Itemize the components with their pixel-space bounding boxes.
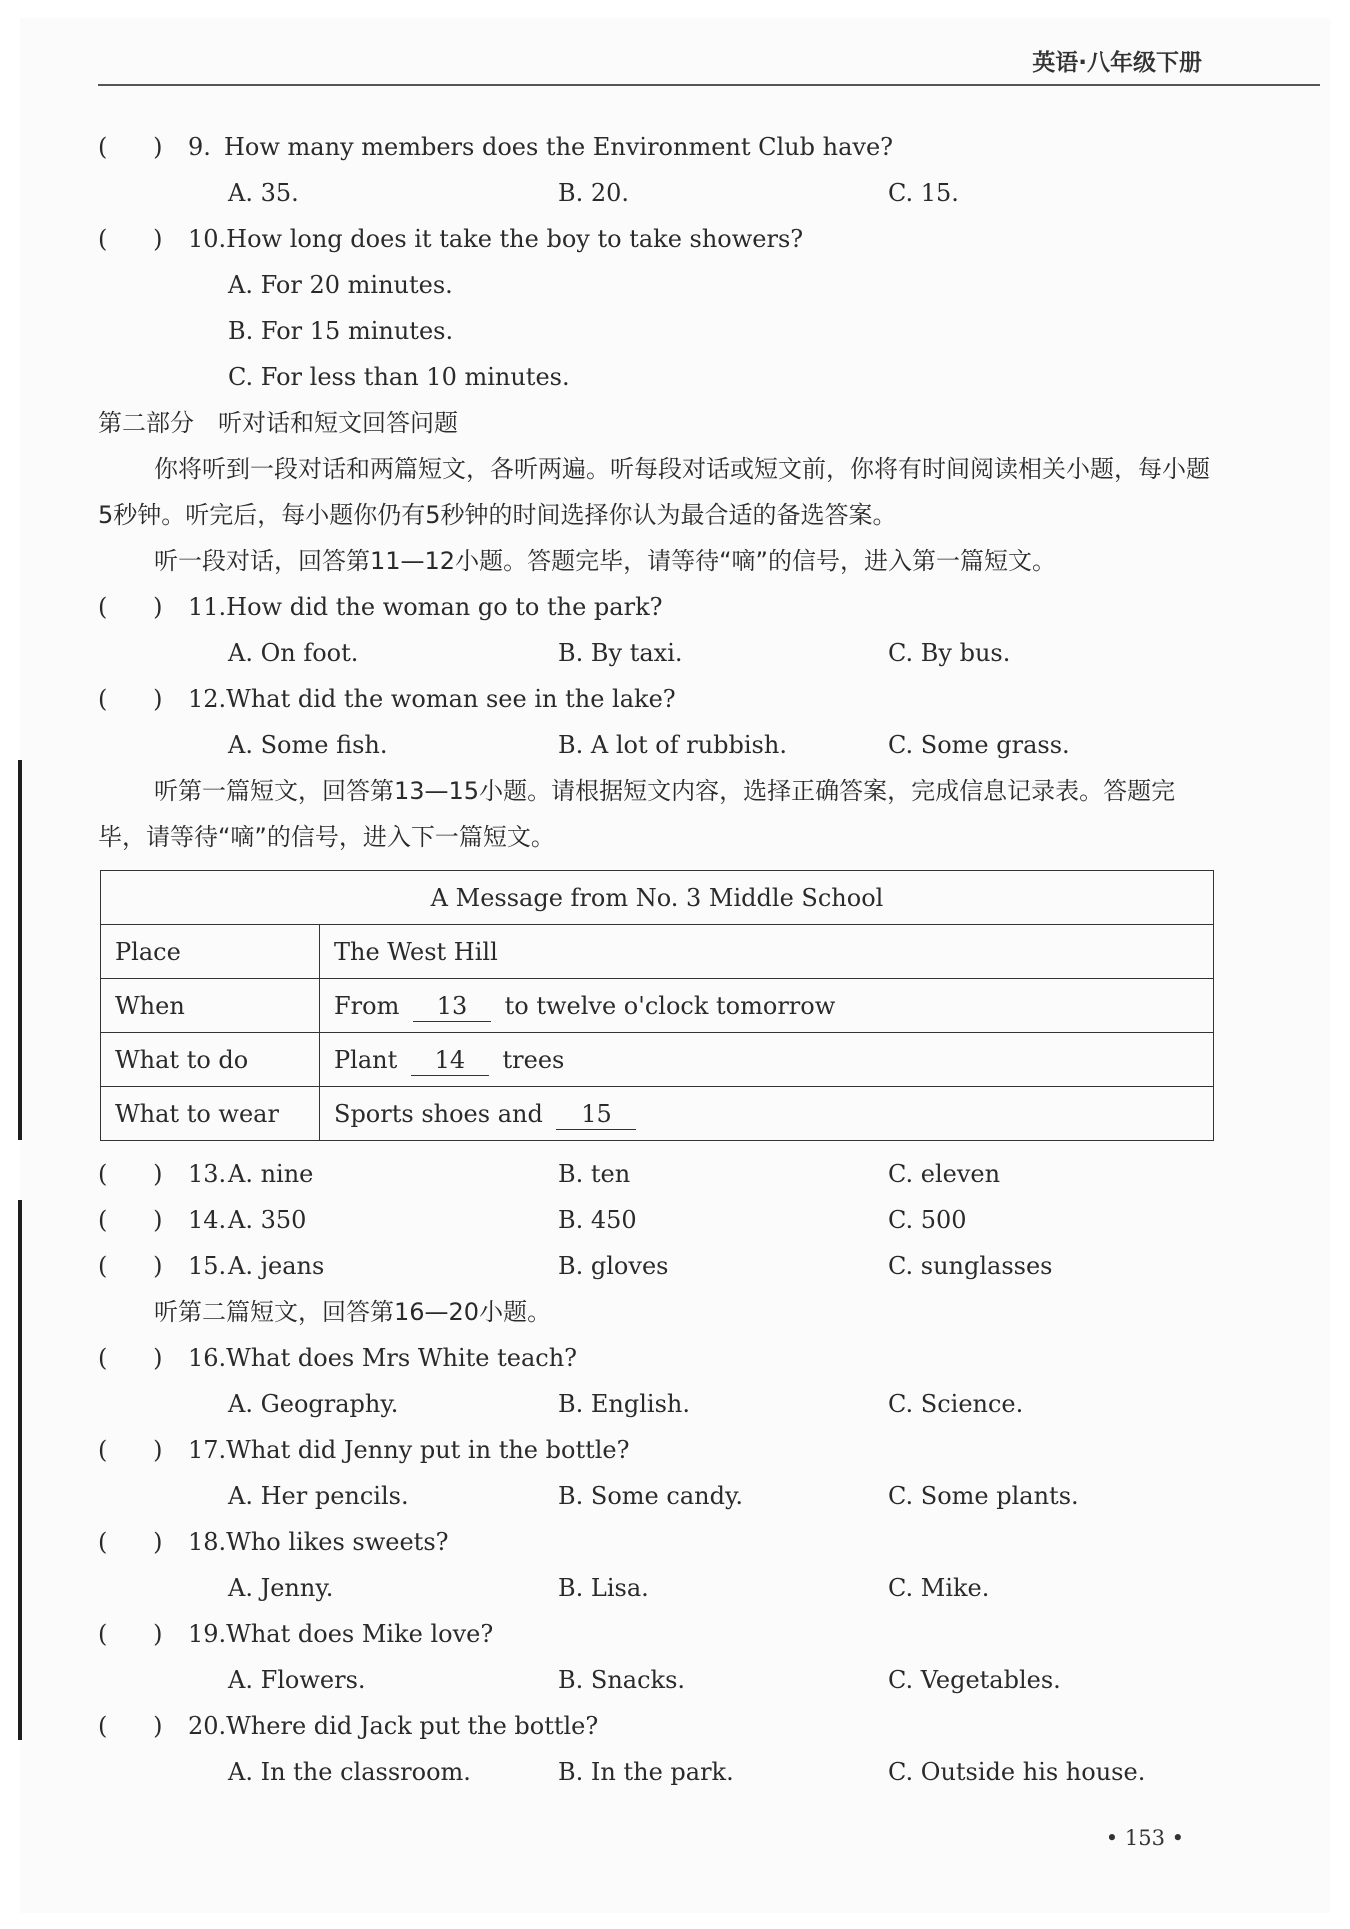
question-number: 9. xyxy=(188,133,211,161)
row-text: to twelve o'clock tomorrow xyxy=(504,991,836,1020)
question-17 xyxy=(98,1427,1218,1473)
option-c: C. 500 xyxy=(888,1206,967,1234)
options-16 xyxy=(98,1381,1218,1427)
question-number: 13. xyxy=(188,1160,227,1188)
question-20 xyxy=(98,1703,1218,1749)
question-number: 14. xyxy=(188,1206,227,1234)
option-c: C. Some plants. xyxy=(888,1482,1079,1510)
row-text: The West Hill xyxy=(334,937,498,966)
section-intro: 你将听到一段对话和两篇短文，各听两遍。听每段对话或短文前，你将有时间阅读相关小题，每小题5秒钟。听完后，每小题你仍有5秒钟的时间选择你认为最合适的备选答案。 xyxy=(98,455,1210,529)
answer-blank[interactable]: ( ) xyxy=(98,1252,163,1280)
options-18 xyxy=(98,1565,1218,1611)
question-15 xyxy=(98,1243,1218,1289)
option-b: B. Snacks. xyxy=(558,1666,686,1694)
question-text: What did Jenny put in the bottle? xyxy=(226,1436,630,1464)
option-b: B. Some candy. xyxy=(558,1482,743,1510)
scan-edge-mark xyxy=(18,1200,22,1740)
option-c: C. 15. xyxy=(888,179,959,207)
answer-blank[interactable]: ( ) xyxy=(98,593,163,621)
scan-edge-mark xyxy=(18,760,22,1140)
answer-blank[interactable]: ( ) xyxy=(98,1712,163,1740)
row-label: When xyxy=(101,979,320,1033)
question-text: How long does it take the boy to take showers? xyxy=(226,225,804,253)
option-c: C. By bus. xyxy=(888,639,1011,667)
option-b: B. ten xyxy=(558,1160,631,1188)
content xyxy=(98,124,1218,1795)
table-row xyxy=(101,925,1214,979)
row-text: Plant xyxy=(334,1045,398,1074)
option-a: A. Geography. xyxy=(228,1390,399,1418)
option-a: A. Some fish. xyxy=(228,731,388,759)
answer-blank[interactable]: ( ) xyxy=(98,133,163,161)
option-b: B. 450 xyxy=(558,1206,637,1234)
option-a: A. Flowers. xyxy=(228,1666,366,1694)
question-13 xyxy=(98,1151,1218,1197)
row-text: Sports shoes and xyxy=(334,1099,543,1128)
option-a: A. nine xyxy=(228,1160,314,1188)
question-number: 11. xyxy=(188,593,227,621)
question-19 xyxy=(98,1611,1218,1657)
option-c: C. Vegetables. xyxy=(888,1666,1061,1694)
question-number: 16. xyxy=(188,1344,227,1372)
question-12 xyxy=(98,676,1218,722)
row-label: What to do xyxy=(101,1033,320,1087)
option-a: A. 35. xyxy=(228,179,299,207)
option-c: C. For less than 10 minutes. xyxy=(228,363,570,391)
question-10 xyxy=(98,216,1218,262)
table-title: A Message from No. 3 Middle School xyxy=(101,871,1214,925)
question-text: What does Mike love? xyxy=(226,1620,494,1648)
row-text: trees xyxy=(502,1045,565,1074)
question-16 xyxy=(98,1335,1218,1381)
option-a: A. Jenny. xyxy=(228,1574,334,1602)
header-title: 英语·八年级下册 xyxy=(1032,50,1202,76)
option-c: C. Outside his house. xyxy=(888,1758,1146,1786)
question-18 xyxy=(98,1519,1218,1565)
option-c: C. Mike. xyxy=(888,1574,990,1602)
question-number: 19. xyxy=(188,1620,227,1648)
question-9 xyxy=(98,124,1218,170)
option-b: B. 20. xyxy=(558,179,630,207)
option-b: B. In the park. xyxy=(558,1758,734,1786)
row-value xyxy=(320,1087,1214,1141)
question-number: 12. xyxy=(188,685,227,713)
row-label: Place xyxy=(101,925,320,979)
answer-blank[interactable]: ( ) xyxy=(98,1160,163,1188)
option-c: C. eleven xyxy=(888,1160,1001,1188)
question-number: 20. xyxy=(188,1712,227,1740)
table-row xyxy=(101,979,1214,1033)
options-12 xyxy=(98,722,1218,768)
option-c: C. Science. xyxy=(888,1390,1024,1418)
option-b: B. Lisa. xyxy=(558,1574,649,1602)
option-b: B. For 15 minutes. xyxy=(228,317,454,345)
option-a: A. On foot. xyxy=(228,639,359,667)
fill-blank-15[interactable]: 15 xyxy=(556,1099,636,1130)
option-b: B. English. xyxy=(558,1390,690,1418)
question-text: What does Mrs White teach? xyxy=(226,1344,578,1372)
options-20 xyxy=(98,1749,1218,1795)
question-text: What did the woman see in the lake? xyxy=(226,685,676,713)
header-rule xyxy=(98,84,1320,86)
answer-blank[interactable]: ( ) xyxy=(98,1344,163,1372)
answer-blank[interactable]: ( ) xyxy=(98,685,163,713)
question-number: 10. xyxy=(188,225,227,253)
passage1-instruction: 听第一篇短文，回答第13—15小题。请根据短文内容，选择正确答案，完成信息记录表。答题完毕，请等待“嘀”的信号，进入下一篇短文。 xyxy=(98,777,1176,851)
option-b: B. gloves xyxy=(558,1252,669,1280)
answer-blank[interactable]: ( ) xyxy=(98,225,163,253)
options-17 xyxy=(98,1473,1218,1519)
option-a: A. 350 xyxy=(228,1206,307,1234)
question-text: Where did Jack put the bottle? xyxy=(226,1712,599,1740)
row-label: What to wear xyxy=(101,1087,320,1141)
fill-blank-14[interactable]: 14 xyxy=(411,1045,489,1076)
row-value xyxy=(320,1033,1214,1087)
table-row xyxy=(101,1033,1214,1087)
page-number: • 153 • xyxy=(1105,1826,1184,1850)
question-text: How many members does the Environment Club have? xyxy=(224,133,894,161)
option-a: A. jeans xyxy=(228,1252,325,1280)
dialog-instruction: 听一段对话，回答第11—12小题。答题完毕，请等待“嘀”的信号，进入第一篇短文。 xyxy=(154,547,1056,575)
passage2-instruction: 听第二篇短文，回答第16—20小题。 xyxy=(154,1298,552,1326)
row-text: From xyxy=(334,991,400,1020)
answer-blank[interactable]: ( ) xyxy=(98,1436,163,1464)
option-c: C. Some grass. xyxy=(888,731,1070,759)
option-a: A. In the classroom. xyxy=(228,1758,471,1786)
options-9 xyxy=(98,170,1218,216)
question-text: How did the woman go to the park? xyxy=(226,593,663,621)
option-b: B. A lot of rubbish. xyxy=(558,731,787,759)
answer-blank[interactable]: ( ) xyxy=(98,1620,163,1648)
option-b: B. By taxi. xyxy=(558,639,683,667)
question-14 xyxy=(98,1197,1218,1243)
options-19 xyxy=(98,1657,1218,1703)
option-a: A. Her pencils. xyxy=(228,1482,409,1510)
message-table xyxy=(100,870,1214,1141)
question-number: 15. xyxy=(188,1252,227,1280)
row-value xyxy=(320,979,1214,1033)
answer-blank[interactable]: ( ) xyxy=(98,1206,163,1234)
section-heading: 第二部分 听对话和短文回答问题 xyxy=(98,409,458,437)
question-number: 17. xyxy=(188,1436,227,1464)
options-11 xyxy=(98,630,1218,676)
question-11 xyxy=(98,584,1218,630)
answer-blank[interactable]: ( ) xyxy=(98,1528,163,1556)
question-text: Who likes sweets? xyxy=(226,1528,449,1556)
table-row xyxy=(101,1087,1214,1141)
option-c: C. sunglasses xyxy=(888,1252,1053,1280)
option-a: A. For 20 minutes. xyxy=(228,271,453,299)
fill-blank-13[interactable]: 13 xyxy=(413,991,491,1022)
question-number: 18. xyxy=(188,1528,227,1556)
row-value xyxy=(320,925,1214,979)
